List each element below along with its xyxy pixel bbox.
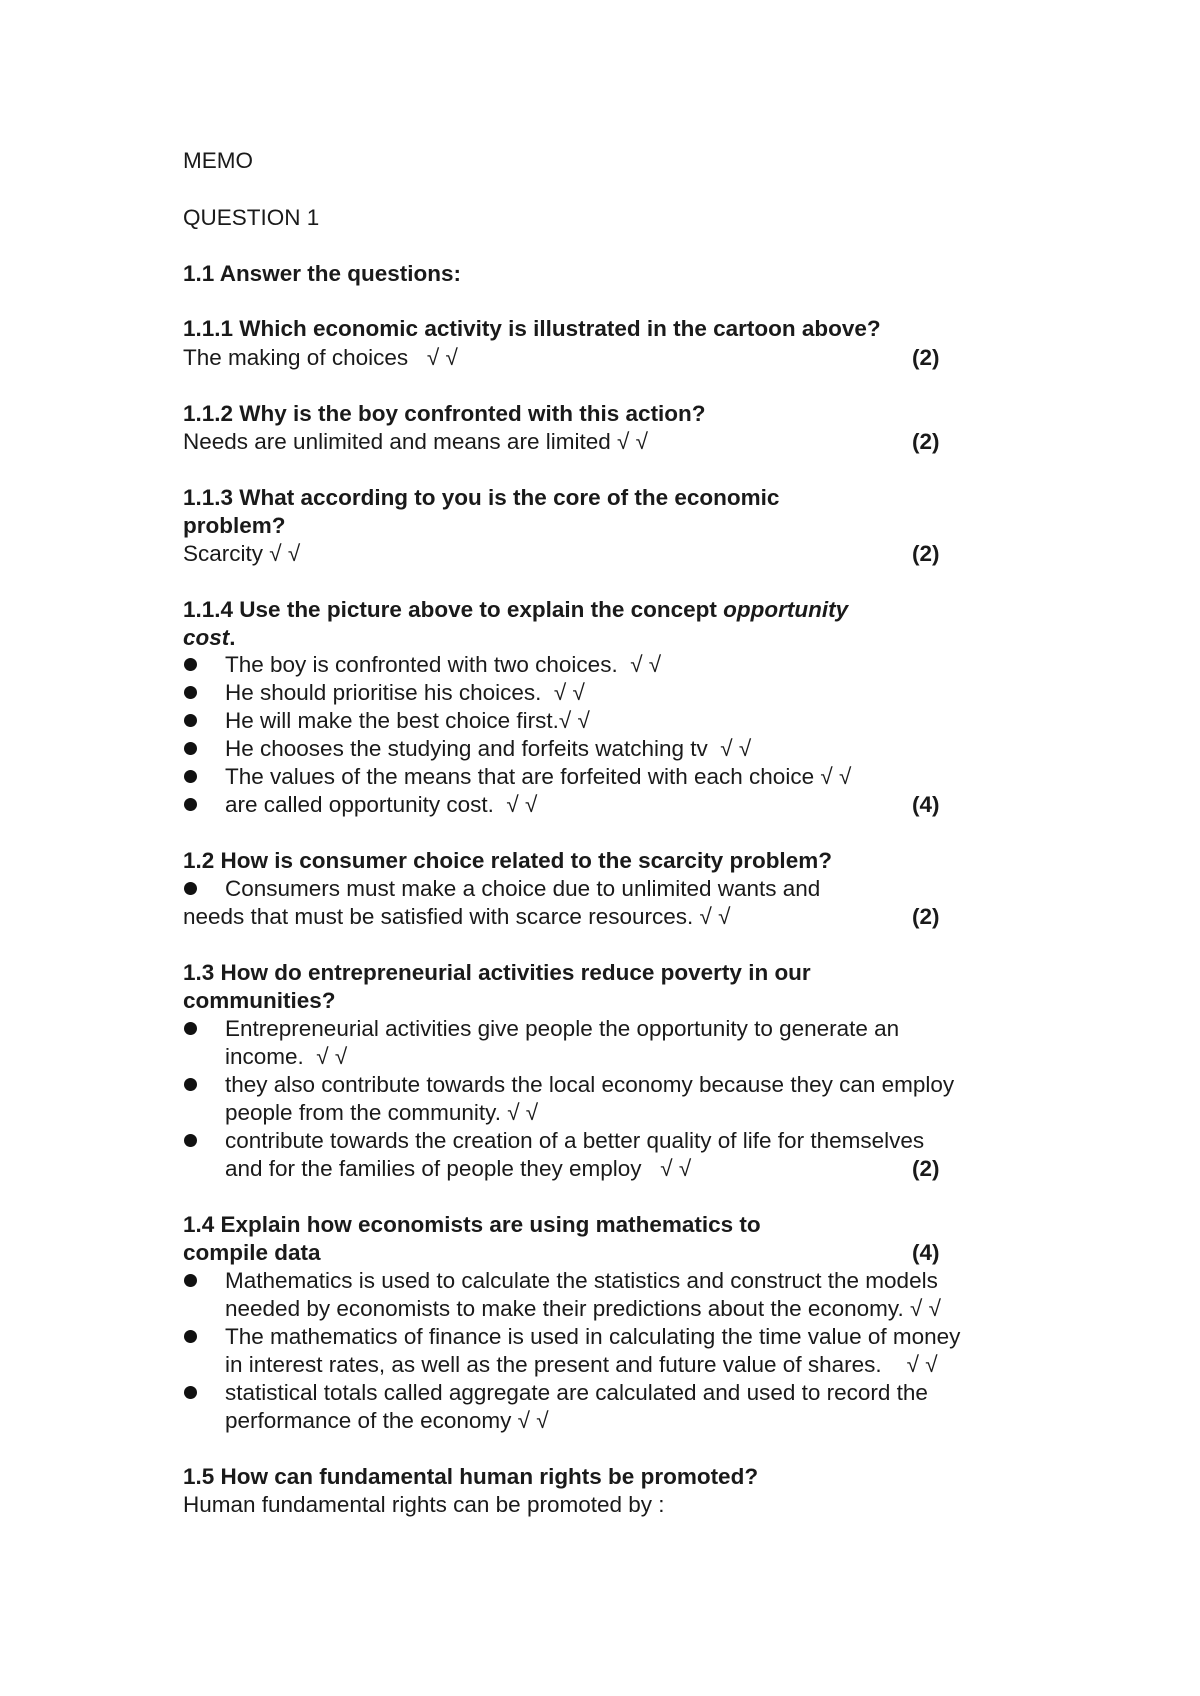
q1-1-4-marks: (4) bbox=[912, 792, 940, 817]
q1-3-marks: (2) bbox=[912, 1156, 940, 1181]
bullet-icon bbox=[184, 1330, 197, 1343]
q1-4-bullet-line: The mathematics of finance is used in calculating the time value of money bbox=[225, 1324, 961, 1349]
q1-4-marks: (4) bbox=[912, 1240, 940, 1265]
q1-1-4-bullet: He chooses the studying and forfeits watching tv √ √ bbox=[225, 736, 752, 761]
q1-1-4-bullet: He should prioritise his choices. √ √ bbox=[225, 680, 585, 705]
q1-4-question-line2: compile data bbox=[183, 1240, 321, 1265]
bullet-icon bbox=[184, 1274, 197, 1287]
q1-3-question-line2: communities? bbox=[183, 988, 336, 1013]
bullet-icon bbox=[184, 798, 197, 811]
bullet-icon bbox=[184, 658, 197, 671]
q1-1-1-question: 1.1.1 Which economic activity is illustrated in the cartoon above? bbox=[183, 316, 881, 341]
q1-1-3-question-line1: 1.1.3 What according to you is the core of the economic bbox=[183, 485, 780, 510]
q1-3-bullet-line: people from the community. √ √ bbox=[225, 1100, 539, 1125]
q1-3-bullet-line: contribute towards the creation of a better quality of life for themselves bbox=[225, 1128, 925, 1153]
q1-1-2-marks: (2) bbox=[912, 429, 940, 454]
q1-2-marks: (2) bbox=[912, 904, 940, 929]
bullet-icon bbox=[184, 1022, 197, 1035]
q1-1-4-question-line1 bbox=[183, 599, 848, 622]
q1-1-heading: 1.1 Answer the questions: bbox=[183, 261, 461, 286]
q1-1-2-question: 1.1.2 Why is the boy confronted with this action? bbox=[183, 401, 706, 426]
q1-1-1-answer: The making of choices √ √ bbox=[183, 345, 458, 370]
q1-1-4-question-line2 bbox=[183, 627, 236, 650]
q1-5-answer: Human fundamental rights can be promoted by : bbox=[183, 1492, 665, 1517]
q1-1-4-bullet: He will make the best choice first.√ √ bbox=[225, 708, 590, 733]
q1-1-4-question-italic-2: cost bbox=[183, 625, 230, 650]
q1-1-4-question-italic: opportunity bbox=[723, 597, 849, 622]
q1-3-bullet-line: and for the families of people they employ √ √ bbox=[225, 1156, 692, 1181]
q1-1-3-answer: Scarcity √ √ bbox=[183, 541, 301, 566]
q1-1-4-question-suffix: . bbox=[229, 625, 236, 650]
q1-2-answer-line2: needs that must be satisfied with scarce resources. √ √ bbox=[183, 904, 731, 929]
q1-4-bullet-line: needed by economists to make their predictions about the economy. √ √ bbox=[225, 1296, 941, 1321]
bullet-icon bbox=[184, 1134, 197, 1147]
bullet-icon bbox=[184, 686, 197, 699]
bullet-icon bbox=[184, 1078, 197, 1091]
bullet-icon bbox=[184, 742, 197, 755]
q1-2-question: 1.2 How is consumer choice related to the scarcity problem? bbox=[183, 848, 832, 873]
q1-1-4-bullet: are called opportunity cost. √ √ bbox=[225, 792, 538, 817]
question-title: QUESTION 1 bbox=[183, 205, 320, 230]
q1-1-1-marks: (2) bbox=[912, 345, 940, 370]
q1-2-answer-line1: Consumers must make a choice due to unlimited wants and bbox=[225, 876, 821, 901]
bullet-icon bbox=[184, 714, 197, 727]
q1-1-4-bullet: The values of the means that are forfeited with each choice √ √ bbox=[225, 764, 852, 789]
q1-1-3-marks: (2) bbox=[912, 541, 940, 566]
bullet-icon bbox=[184, 882, 197, 895]
bullet-icon bbox=[184, 1386, 197, 1399]
q1-4-bullet-line: Mathematics is used to calculate the statistics and construct the models bbox=[225, 1268, 938, 1293]
q1-3-bullet-line: they also contribute towards the local economy because they can employ bbox=[225, 1072, 955, 1097]
q1-1-2-answer: Needs are unlimited and means are limited √ √ bbox=[183, 429, 648, 454]
q1-3-bullet-line: income. √ √ bbox=[225, 1044, 348, 1069]
q1-4-question-line1: 1.4 Explain how economists are using mathematics to bbox=[183, 1212, 761, 1237]
q1-1-3-question-line2: problem? bbox=[183, 513, 286, 538]
q1-4-bullet-line: in interest rates, as well as the present and future value of shares. √ √ bbox=[225, 1352, 938, 1377]
memo-title: MEMO bbox=[183, 148, 253, 173]
q1-1-4-question-prefix: 1.1.4 Use the picture above to explain the concept bbox=[183, 597, 724, 622]
q1-3-question-line1: 1.3 How do entrepreneurial activities reduce poverty in our bbox=[183, 960, 811, 985]
q1-4-bullet-line: statistical totals called aggregate are calculated and used to record the bbox=[225, 1380, 928, 1405]
q1-3-bullet-line: Entrepreneurial activities give people the opportunity to generate an bbox=[225, 1016, 900, 1041]
bullet-icon bbox=[184, 770, 197, 783]
q1-1-4-bullet: The boy is confronted with two choices. √ √ bbox=[225, 652, 662, 677]
q1-4-bullet-line: performance of the economy √ √ bbox=[225, 1408, 549, 1433]
q1-5-question: 1.5 How can fundamental human rights be promoted? bbox=[183, 1464, 759, 1489]
